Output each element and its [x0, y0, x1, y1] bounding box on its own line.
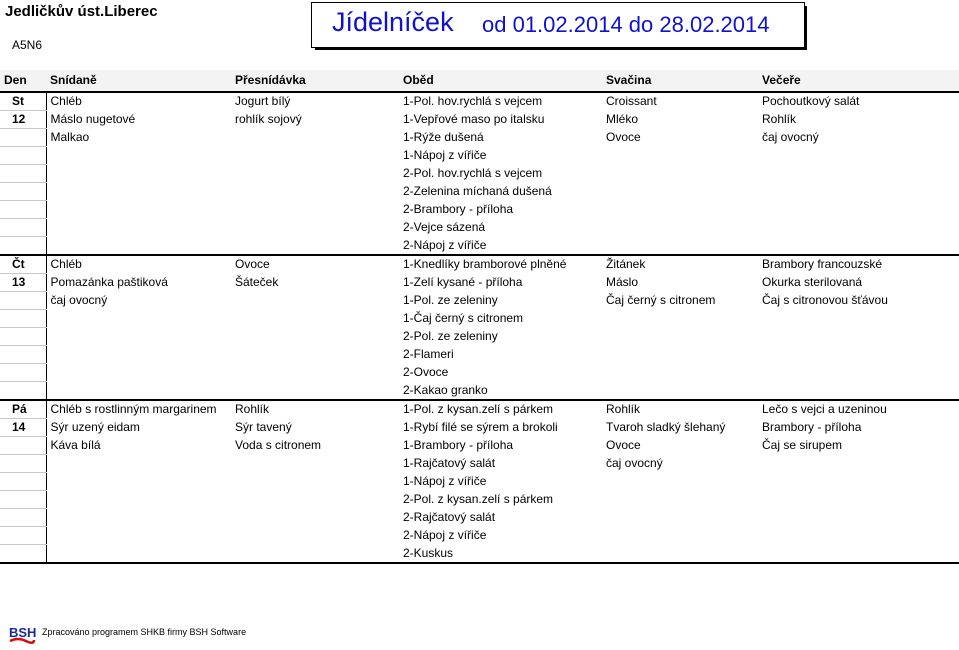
title-box	[311, 2, 805, 48]
day-cell	[0, 237, 46, 256]
table-row	[0, 237, 959, 256]
snack-cell	[231, 382, 399, 401]
lunch-cell: 1-Čaj černý s citronem	[403, 311, 524, 325]
snack-cell: Šáteček	[235, 275, 279, 289]
column-header-snack: Přesnídávka	[231, 70, 399, 92]
lunch-cell: 1-Rybí filé se sýrem a brokoli	[403, 420, 558, 434]
afternoon-snack-cell	[602, 509, 758, 527]
day-cell	[0, 328, 46, 346]
snack-cell	[231, 310, 399, 328]
day-name: St	[0, 92, 46, 111]
lunch-cell: 2-Vejce sázená	[403, 220, 486, 234]
snack-cell	[231, 509, 399, 527]
snack-cell: rohlík sojový	[235, 112, 302, 126]
dinner-cell: Lečo s vejci a uzeninou	[762, 402, 887, 417]
dinner-cell	[758, 455, 959, 473]
afternoon-snack-cell	[602, 219, 758, 237]
afternoon-snack-cell: čaj ovocný	[606, 456, 663, 470]
table-row	[0, 400, 959, 419]
column-header-day: Den	[0, 70, 46, 92]
lunch-cell: 1-Nápoj z vířiče	[403, 148, 487, 162]
breakfast-cell	[46, 382, 231, 401]
table-row	[0, 509, 959, 527]
table-row	[0, 473, 959, 491]
afternoon-snack-cell	[602, 491, 758, 509]
afternoon-snack-cell	[602, 165, 758, 183]
day-cell	[0, 545, 46, 564]
breakfast-cell	[46, 310, 231, 328]
lunch-cell: 1-Vepřové maso po italsku	[403, 112, 545, 126]
snack-cell	[231, 473, 399, 491]
dinner-cell	[758, 509, 959, 527]
breakfast-cell	[46, 455, 231, 473]
dinner-cell	[758, 219, 959, 237]
breakfast-cell: Sýr uzený eidam	[50, 420, 140, 434]
day-cell	[0, 473, 46, 491]
page-title: Jídelníček	[332, 7, 454, 37]
dinner-cell	[758, 201, 959, 219]
snack-cell: Jogurt bílý	[235, 94, 291, 109]
day-cell	[0, 364, 46, 382]
lunch-cell: 2-Kuskus	[399, 545, 602, 564]
table-row	[0, 129, 959, 147]
dinner-cell	[758, 382, 959, 401]
dinner-cell: Brambory francouzské	[762, 257, 883, 272]
lunch-cell: 1-Pol. z kysan.zelí s párkem	[403, 402, 554, 417]
afternoon-snack-cell: Mléko	[606, 112, 639, 126]
snack-cell	[231, 328, 399, 346]
afternoon-snack-cell: Ovoce	[606, 438, 641, 452]
lunch-cell: 1-Pol. ze zeleniny	[403, 293, 498, 307]
day-cell	[0, 527, 46, 545]
afternoon-snack-cell	[602, 183, 758, 201]
dinner-cell	[758, 328, 959, 346]
breakfast-cell	[46, 328, 231, 346]
snack-cell	[231, 183, 399, 201]
breakfast-cell	[46, 183, 231, 201]
table-row	[0, 328, 959, 346]
table-row	[0, 255, 959, 274]
snack-cell	[231, 292, 399, 310]
dinner-cell: Čaj se sirupem	[762, 438, 843, 452]
day-name: Čt	[0, 255, 46, 274]
breakfast-cell: Chléb	[50, 257, 82, 272]
afternoon-snack-cell: Croissant	[606, 94, 657, 109]
column-header-afternoon-snack: Svačina	[602, 70, 758, 92]
dinner-cell	[758, 527, 959, 545]
afternoon-snack-cell	[602, 328, 758, 346]
dinner-cell: Čaj s citronovou šťávou	[762, 293, 888, 307]
afternoon-snack-cell: Tvaroh sladký šlehaný	[606, 420, 726, 434]
afternoon-snack-cell	[602, 545, 758, 564]
afternoon-snack-cell	[602, 364, 758, 382]
table-row	[0, 527, 959, 545]
day-cell	[0, 491, 46, 509]
snack-cell: Ovoce	[235, 257, 270, 272]
day-cell	[0, 219, 46, 237]
table-row	[0, 455, 959, 473]
column-header-dinner: Večeře	[758, 70, 959, 92]
day-cell	[0, 310, 46, 328]
dinner-cell: Rohlík	[762, 112, 797, 126]
lunch-cell: 1-Nápoj z vířiče	[403, 474, 487, 488]
afternoon-snack-cell	[602, 346, 758, 364]
snack-cell: Rohlík	[235, 402, 270, 417]
lunch-cell: 2-Nápoj z vířiče	[399, 237, 602, 256]
afternoon-snack-cell	[602, 147, 758, 165]
lunch-cell: 2-Rajčatový salát	[403, 510, 496, 524]
day-cell	[0, 165, 46, 183]
breakfast-cell: Máslo nugetové	[50, 112, 136, 126]
snack-cell	[231, 364, 399, 382]
breakfast-cell: Pomazánka paštiková	[50, 275, 168, 289]
snack-cell: Voda s citronem	[235, 438, 322, 452]
table-row	[0, 491, 959, 509]
day-cell	[0, 382, 46, 401]
table-row	[0, 292, 959, 310]
snack-cell	[231, 165, 399, 183]
table-row	[0, 545, 959, 564]
table-row	[0, 382, 959, 401]
day-date: 12	[0, 111, 46, 129]
lunch-cell: 2-Kakao granko	[399, 382, 602, 401]
day-cell	[0, 455, 46, 473]
lunch-cell: 2-Brambory - příloha	[403, 202, 514, 216]
lunch-cell: 1-Rajčatový salát	[403, 456, 496, 470]
snack-cell	[231, 147, 399, 165]
table-row	[0, 274, 959, 292]
breakfast-cell	[46, 509, 231, 527]
svg-text:BSH: BSH	[9, 625, 36, 640]
afternoon-snack-cell	[602, 310, 758, 328]
day-cell	[0, 147, 46, 165]
menu-code: A5N6	[12, 38, 43, 52]
breakfast-cell	[46, 147, 231, 165]
day-cell	[0, 292, 46, 310]
day-name: Pá	[0, 400, 46, 419]
menu-table	[0, 70, 959, 564]
snack-cell: Sýr tavený	[235, 420, 292, 434]
table-header-row	[0, 70, 959, 92]
table-row	[0, 419, 959, 437]
breakfast-cell	[46, 165, 231, 183]
dinner-cell	[758, 147, 959, 165]
organization-name: Jedličkův úst.Liberec	[5, 3, 158, 20]
breakfast-cell	[46, 545, 231, 564]
afternoon-snack-cell	[602, 473, 758, 491]
dinner-cell	[758, 473, 959, 491]
breakfast-cell	[46, 237, 231, 256]
footer-credit: Zpracováno programem SHKB firmy BSH Software	[42, 627, 247, 637]
breakfast-cell: čaj ovocný	[50, 293, 108, 307]
snack-cell	[231, 455, 399, 473]
snack-cell	[231, 527, 399, 545]
table-row	[0, 364, 959, 382]
lunch-cell: 2-Ovoce	[403, 365, 449, 379]
snack-cell	[231, 545, 399, 564]
lunch-cell: 1-Pol. hov.rychlá s vejcem	[403, 94, 543, 109]
snack-cell	[231, 346, 399, 364]
afternoon-snack-cell: Máslo	[606, 275, 639, 289]
table-row	[0, 147, 959, 165]
snack-cell	[231, 219, 399, 237]
dinner-cell: Pochoutkový salát	[762, 94, 860, 109]
afternoon-snack-cell: Žitánek	[606, 257, 646, 272]
dinner-cell	[758, 491, 959, 509]
lunch-cell: 2-Pol. hov.rychlá s vejcem	[403, 166, 543, 180]
lunch-cell: 1-Brambory - příloha	[403, 438, 514, 452]
table-row	[0, 111, 959, 129]
breakfast-cell	[46, 346, 231, 364]
day-cell	[0, 437, 46, 455]
lunch-cell: 2-Nápoj z vířiče	[403, 528, 487, 542]
day-date: 13	[0, 274, 46, 292]
day-cell	[0, 509, 46, 527]
lunch-cell: 2-Pol. ze zeleniny	[403, 329, 498, 343]
day-cell	[0, 129, 46, 147]
dinner-cell	[758, 310, 959, 328]
dinner-cell	[758, 237, 959, 256]
dinner-cell	[758, 545, 959, 564]
lunch-cell: 2-Flameri	[403, 347, 454, 361]
dinner-cell	[758, 165, 959, 183]
breakfast-cell	[46, 364, 231, 382]
date-range: od 01.02.2014 do 28.02.2014	[482, 12, 770, 37]
afternoon-snack-cell	[602, 527, 758, 545]
snack-cell	[231, 237, 399, 256]
lunch-cell: 2-Zelenina míchaná dušená	[403, 184, 552, 198]
afternoon-snack-cell	[602, 237, 758, 256]
breakfast-cell	[46, 201, 231, 219]
table-row	[0, 201, 959, 219]
snack-cell	[231, 491, 399, 509]
afternoon-snack-cell	[602, 382, 758, 401]
table-row	[0, 219, 959, 237]
day-cell	[0, 201, 46, 219]
dinner-cell	[758, 346, 959, 364]
breakfast-cell: Chléb s rostlinným margarinem	[50, 402, 217, 417]
breakfast-cell: Chléb	[50, 94, 82, 109]
afternoon-snack-cell: Rohlík	[606, 402, 641, 417]
snack-cell	[231, 129, 399, 147]
day-date: 14	[0, 419, 46, 437]
lunch-cell: 1-Zelí kysané - příloha	[403, 275, 523, 289]
bsh-logo-icon	[8, 624, 36, 646]
table-row	[0, 92, 959, 111]
dinner-cell: Okurka sterilovaná	[762, 275, 863, 289]
breakfast-cell	[46, 491, 231, 509]
afternoon-snack-cell	[602, 201, 758, 219]
dinner-cell	[758, 364, 959, 382]
table-row	[0, 346, 959, 364]
afternoon-snack-cell: Ovoce	[606, 130, 641, 144]
table-row	[0, 437, 959, 455]
lunch-cell: 1-Knedlíky bramborové plněné	[403, 257, 567, 272]
column-header-lunch: Oběd	[399, 70, 602, 92]
snack-cell	[231, 201, 399, 219]
breakfast-cell: Malkao	[50, 130, 90, 144]
table-row	[0, 165, 959, 183]
table-row	[0, 183, 959, 201]
dinner-cell	[758, 183, 959, 201]
breakfast-cell	[46, 219, 231, 237]
breakfast-cell: Káva bílá	[50, 438, 101, 452]
breakfast-cell	[46, 473, 231, 491]
dinner-cell: Brambory - příloha	[762, 420, 862, 434]
day-cell	[0, 346, 46, 364]
day-cell	[0, 183, 46, 201]
table-row	[0, 310, 959, 328]
dinner-cell: čaj ovocný	[762, 130, 819, 144]
afternoon-snack-cell: Čaj černý s citronem	[606, 293, 716, 307]
column-header-breakfast: Snídaně	[46, 70, 231, 92]
breakfast-cell	[46, 527, 231, 545]
lunch-cell: 1-Rýže dušená	[403, 130, 484, 144]
lunch-cell: 2-Pol. z kysan.zelí s párkem	[403, 492, 554, 506]
